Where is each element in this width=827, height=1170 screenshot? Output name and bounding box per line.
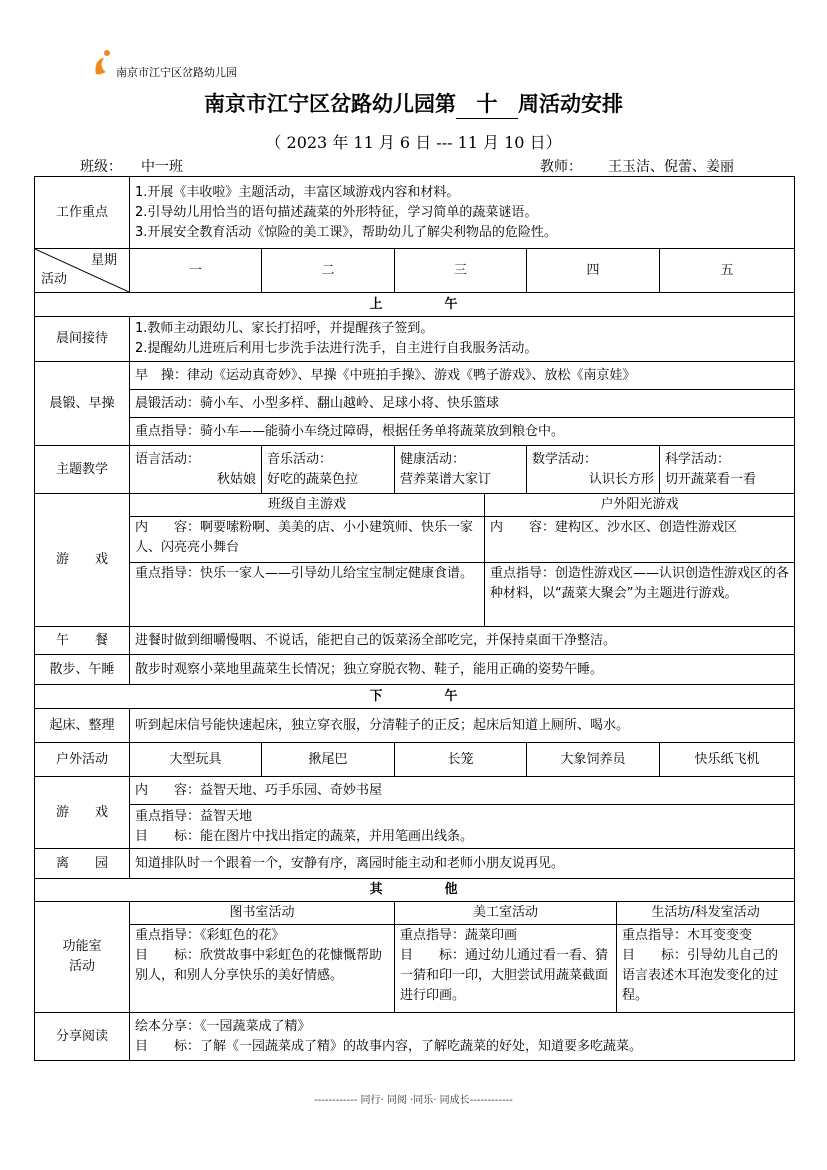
pm-games-goal: 目 标：能在图片中找出指定的蔬菜，并用笔画出线条。	[135, 828, 474, 844]
reading-book: 绘本分享：《一园蔬菜成了精》	[135, 1018, 311, 1034]
theme-tue	[262, 446, 395, 494]
art-room-goal: 目 标：通过幼儿通过看一看、猜一猜和印一印，大胆尝试用蔬菜截面进行印画。	[400, 948, 609, 1003]
pm-games-content: 内 容：益智天地、巧手乐园、奇妙书屋	[130, 777, 795, 805]
lunch-row	[35, 627, 795, 655]
focus-item: 1.开展《丰收啦》主题活动，丰富区域游戏内容和材料。	[135, 184, 460, 200]
reading-goal: 目 标：了解《一园蔬菜成了精》的故事内容，了解吃蔬菜的好处，知道要多吃蔬菜。	[135, 1038, 643, 1054]
date-range: （ 2023 年 11 月 6 日 --- 11 月 10 日）	[265, 133, 562, 152]
weekday-mon: 一	[130, 249, 262, 293]
exercise-line: 重点指导：骑小车——能骑小车绕过障碍，根据任务单将蔬菜放到粮仓中。	[135, 423, 565, 439]
reception-item: 2.提醒幼儿进班后利用七步洗手法进行洗手，自主进行自我服务活动。	[135, 341, 538, 356]
function-rooms-label-line: 功能室	[62, 939, 102, 954]
pm-games-row	[35, 777, 795, 805]
class-label: 班级：	[80, 159, 122, 175]
nap-content	[130, 655, 795, 685]
weekday-thu: 四	[527, 249, 660, 293]
school-logo-icon	[92, 48, 114, 76]
pm-games-detail	[130, 805, 795, 849]
reception-row	[35, 317, 795, 362]
class-games-title: 班级自主游戏	[130, 494, 485, 517]
morning-section-row	[35, 293, 795, 317]
weekday-fri: 五	[660, 249, 795, 293]
focus-item: 3.开展安全教育活动《惊险的美工课》，帮助幼儿了解尖利物品的危险性。	[135, 224, 557, 240]
title-suffix: 周活动安排	[518, 91, 623, 116]
library-detail	[130, 925, 395, 1013]
corner-weekday-label: 星期	[90, 253, 117, 268]
reception-item: 1.教师主动跟幼儿、家长打招呼，并提醒孩子签到。	[135, 321, 434, 336]
outdoor-games-guide: 重点指导：创造性游戏区——认识创造性游戏区的各种材料，以“蔬菜大聚会”为主题进行游戏。	[485, 563, 795, 627]
outdoor-tue: 揪尾巴	[262, 743, 395, 777]
weekday-tue: 二	[262, 249, 395, 293]
focus-item: 2.引导幼儿用恰当的语句描述蔬菜的外形特征，学习简单的蔬菜谜语。	[135, 204, 538, 220]
life-room-detail	[617, 925, 795, 1013]
games-row	[35, 517, 795, 563]
reading-label: 分享阅读	[35, 1013, 130, 1061]
reading-row	[35, 1013, 795, 1061]
school-name: 南京市江宁区岔路幼儿园	[116, 66, 237, 79]
function-rooms-label	[35, 902, 130, 1013]
theme-label: 主题教学	[35, 446, 130, 494]
library-title: 图书室活动	[130, 902, 395, 925]
exercise-guide	[130, 418, 795, 446]
reading-content	[130, 1013, 795, 1061]
theme-type: 数学活动：	[532, 451, 598, 467]
afternoon-section-row	[35, 685, 795, 709]
school-logo	[92, 48, 262, 78]
wakeup-text: 听到起床信号能快速起床，独立穿衣服，分清鞋子的正反；起床后知道上厕所、喝水。	[135, 717, 630, 733]
exercise-activities	[130, 390, 795, 418]
nap-text: 散步时观察小菜地里蔬菜生长情况；独立穿脱衣物、鞋子，能用正确的姿势午睡。	[135, 661, 604, 677]
exercise-line: 晨锻活动：骑小车、小型多样、翻山越岭、足球小将、快乐篮球	[135, 395, 500, 411]
teacher-value: 王玉洁、倪蕾、姜丽	[592, 156, 750, 177]
pm-games-label: 游 戏	[35, 777, 130, 849]
nap-label: 散步、午睡	[35, 655, 130, 685]
theme-name: 认识长方形	[588, 471, 654, 487]
reception-label: 晨间接待	[35, 317, 130, 362]
games-row	[35, 494, 795, 517]
theme-name: 好吃的蔬菜色拉	[267, 471, 359, 487]
outdoor-games-title: 户外阳光游戏	[485, 494, 795, 517]
weekday-wed: 三	[395, 249, 527, 293]
art-room-detail	[395, 925, 617, 1013]
teacher-label: 教师：	[540, 159, 582, 175]
weekly-plan-table	[34, 176, 795, 1061]
reception-content	[130, 317, 795, 362]
function-rooms-row	[35, 902, 795, 925]
pm-games-guide: 重点指导：益智天地	[135, 808, 253, 824]
morning-section-title: 上 午	[35, 293, 795, 317]
theme-name: 切开蔬菜看一看	[665, 471, 757, 487]
class-games-guide: 重点指导：快乐一家人——引导幼儿给宝宝制定健康食谱。	[130, 563, 485, 627]
footer-slogan: ------------ 同行· 同阅 ·同乐· 同成长------------	[314, 1095, 513, 1106]
theme-mon	[130, 446, 262, 494]
theme-name: 秋姑娘	[216, 471, 256, 487]
theme-name: 营养菜谱大家订	[400, 471, 492, 487]
outdoor-label: 户外活动	[35, 743, 130, 777]
function-rooms-label-line: 活动	[68, 959, 95, 974]
theme-type: 语言活动：	[135, 451, 201, 467]
theme-wed	[395, 446, 527, 494]
outdoor-row	[35, 743, 795, 777]
corner-activity-label: 活动	[41, 272, 68, 287]
class-games-content: 内 容：啊要嗦粉啊、美美的店、小小建筑师、快乐一家人、闪亮亮小舞台	[130, 517, 485, 563]
function-rooms-row	[35, 925, 795, 1013]
lunch-label: 午 餐	[35, 627, 130, 655]
weekday-row	[35, 249, 795, 293]
leave-label: 离 园	[35, 849, 130, 879]
games-row	[35, 563, 795, 627]
afternoon-section-title: 下 午	[35, 685, 795, 709]
theme-type: 音乐活动：	[267, 451, 333, 467]
lunch-content	[130, 627, 795, 655]
lunch-text: 进餐时做到细嚼慢咽、不说话，能把自己的饭菜汤全部吃完，并保持桌面干净整洁。	[135, 632, 617, 648]
theme-row	[35, 446, 795, 494]
games-label: 游 戏	[35, 494, 130, 627]
theme-fri	[660, 446, 795, 494]
pm-games-row	[35, 805, 795, 849]
outdoor-thu: 大象饲养员	[527, 743, 660, 777]
week-number: 十	[456, 88, 518, 119]
outdoor-mon: 大型玩具	[130, 743, 262, 777]
page-title	[0, 88, 827, 119]
exercise-line: 早 操：律动《运动真奇妙》、早操《中班拍手操》、游戏《鸭子游戏》、放松《南京娃》	[135, 367, 636, 383]
exercise-row	[35, 362, 795, 390]
focus-label: 工作重点	[35, 177, 130, 249]
exercise-row	[35, 390, 795, 418]
focus-row	[35, 177, 795, 249]
life-room-goal: 目 标：引导幼儿自己的语言表述木耳泡发变化的过程。	[622, 948, 779, 1003]
class-value: 中一班	[131, 156, 193, 177]
other-section-title: 其 他	[35, 879, 795, 902]
exercise-row	[35, 418, 795, 446]
theme-type: 健康活动：	[400, 451, 466, 467]
theme-type: 科学活动：	[665, 451, 731, 467]
life-room-guide: 重点指导：木耳变变变	[622, 928, 753, 943]
leave-content	[130, 849, 795, 879]
wakeup-label: 起床、整理	[35, 709, 130, 743]
theme-thu	[527, 446, 660, 494]
focus-content	[130, 177, 795, 249]
wakeup-content	[130, 709, 795, 743]
art-room-title: 美工室活动	[395, 902, 617, 925]
outdoor-wed: 长笼	[395, 743, 527, 777]
outdoor-games-content: 内 容：建构区、沙水区、创造性游戏区	[485, 517, 795, 563]
library-goal: 目 标：欣赏故事中彩虹色的花慷慨帮助别人，和别人分享快乐的美好情感。	[135, 948, 383, 983]
art-room-guide: 重点指导：蔬菜印画	[400, 928, 518, 943]
weekday-corner	[35, 249, 130, 293]
exercise-morning	[130, 362, 795, 390]
leave-row	[35, 849, 795, 879]
nap-row	[35, 655, 795, 685]
life-room-title: 生活坊/科发室活动	[617, 902, 795, 925]
outdoor-fri: 快乐纸飞机	[660, 743, 795, 777]
library-guide: 重点指导：《彩虹色的花》	[135, 928, 285, 943]
other-section-row	[35, 879, 795, 902]
title-prefix: 南京市江宁区岔路幼儿园第	[204, 91, 456, 116]
exercise-label: 晨锻、早操	[35, 362, 130, 446]
wakeup-row	[35, 709, 795, 743]
leave-text: 知道排队时一个跟着一个，安静有序，离园时能主动和老师小朋友说再见。	[135, 855, 565, 871]
